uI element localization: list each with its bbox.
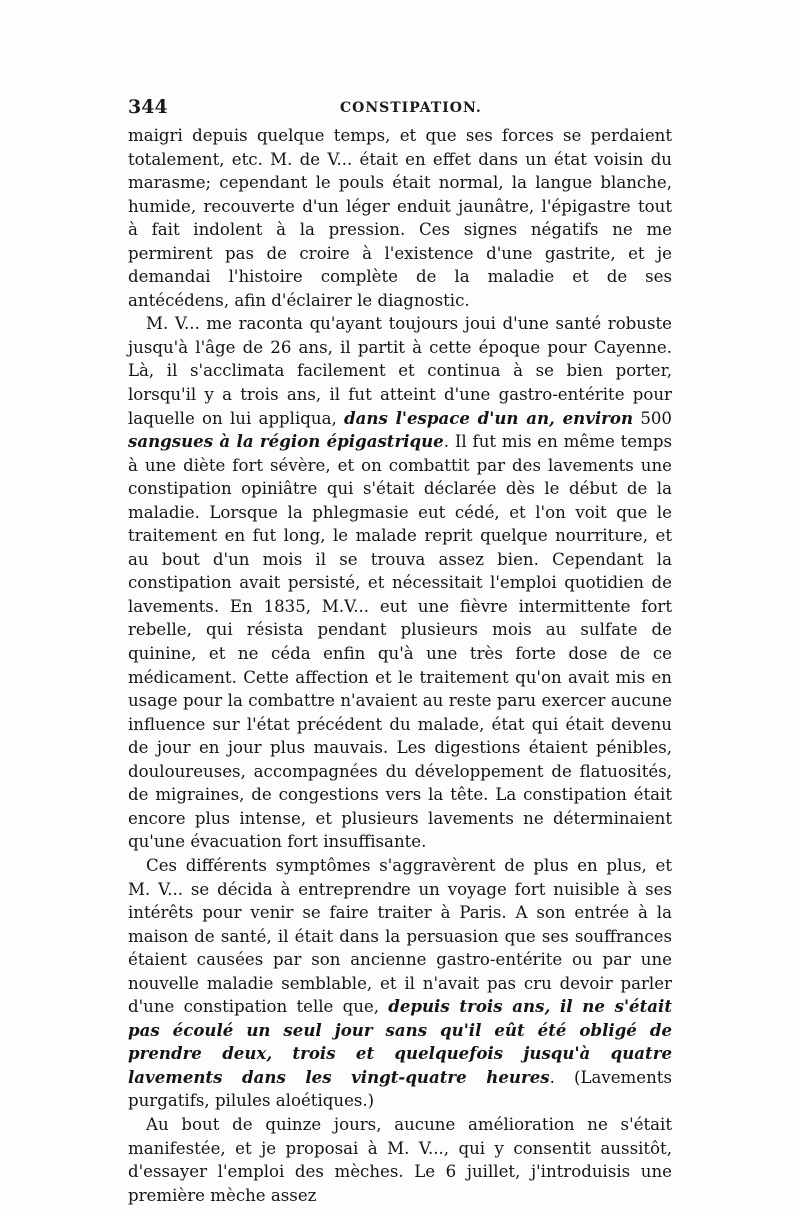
paragraph-2 (128, 312, 672, 854)
text-segment: maigri depuis quelque temps, et que ses forces se perdaient totalement, etc. M. de V... était en effet dans un état voisin du marasme; cependant le pouls était normal, la langue blanche, humide, recouverte d'un léger enduit jaunâtre, l'épigastre tout à fait indolent à la pression. Ces signes négatifs ne me permirent pas de croire à l'existence d'une gastrite, et je demandai l'histoire complète de la maladie et de ses antécédens, afin d'éclairer le diagnostic. (128, 126, 672, 310)
text-segment: . (Lavements purgatifs, pilules aloétiques.) (128, 1067, 672, 1111)
text-segment: . Il fut mis en même temps à une diète fort sévère, et on combattit par des lavements une constipation opiniâtre qui s'était déclarée dès le début de la maladie. Lorsque la phlegmasie eut cédé, et l'on voit que le traitement en fut long, le malade reprit quelque nourriture, et au bout d'un mois il se trouva assez bien. Cependant la constipation avait persisté, et nécessitait l'emploi quotidien de lavements. En 1835, M.V... eut une fièvre intermittente fort rebelle, qui résista pendant plusieurs mois au sulfate de quinine, et ne céda enfin qu'à une très forte dose de ce médicament. Cette affection et le traitement qu'on avait mis en usage pour la combattre n'avaient au reste paru exercer aucune influence sur l'état précédent du malade, état qui était devenu de jour en jour plus mauvais. Les digestions étaient pénibles, douloureuses, accompagnées du développement de flatuosités, de migraines, de congestions vers la tête. La constipation était encore plus intense, et plusieurs lavements ne déterminaient qu'une évacuation fort insuffisante. (128, 432, 672, 852)
italic-segment: dans l'espace d'un an, environ (344, 407, 634, 428)
text-segment: Ces différents symptômes s'aggravèrent de plus en plus, et M. V... se décida à entreprendre un voyage fort nuisible à ses intérêts pour venir se faire traiter à Paris. A son entrée à la maison de santé, il était dans la persuasion que ses souffrances étaient causées par son ancienne gastro-entérite ou par une nouvelle maladie semblable, et il n'avait pas cru devoir parler d'une constipation telle que, (128, 855, 672, 1017)
running-title: CONSTIPATION. (340, 100, 482, 116)
page-number: 344 (128, 96, 168, 118)
text-segment: M. V... me raconta qu'ayant toujours joui d'une santé robuste jusqu'à l'âge de 26 ans, il partit à cette époque pour Cayenne. Là, il s'acclimata facilement et continua à se bien porter, lorsqu'il y a trois ans, il fut atteint d'une gastro-entérite pour laquelle on lui appliqua, (128, 314, 672, 428)
text-segment: 500 (633, 408, 672, 428)
page-header (128, 96, 672, 126)
paragraph-1 (128, 124, 672, 312)
paragraph-3 (128, 854, 672, 1113)
italic-segment: depuis trois ans, il ne s'était pas écoulé un seul jour sans qu'il eût été obligé de prendre deux, trois et quelquefois jusqu'à quatre lavements dans les vingt-quatre heures (128, 996, 672, 1087)
body-text (128, 124, 672, 1207)
paragraph-4 (128, 1113, 672, 1207)
text-segment: Au bout de quinze jours, aucune amélioration ne s'était manifestée, et je proposai à M. V..., qui y consentit aussitôt, d'essayer l'emploi des mèches. Le 6 juillet, j'introduisis une première mèche assez (128, 1114, 672, 1205)
italic-segment: sangsues à la région épigastrique (128, 431, 444, 452)
